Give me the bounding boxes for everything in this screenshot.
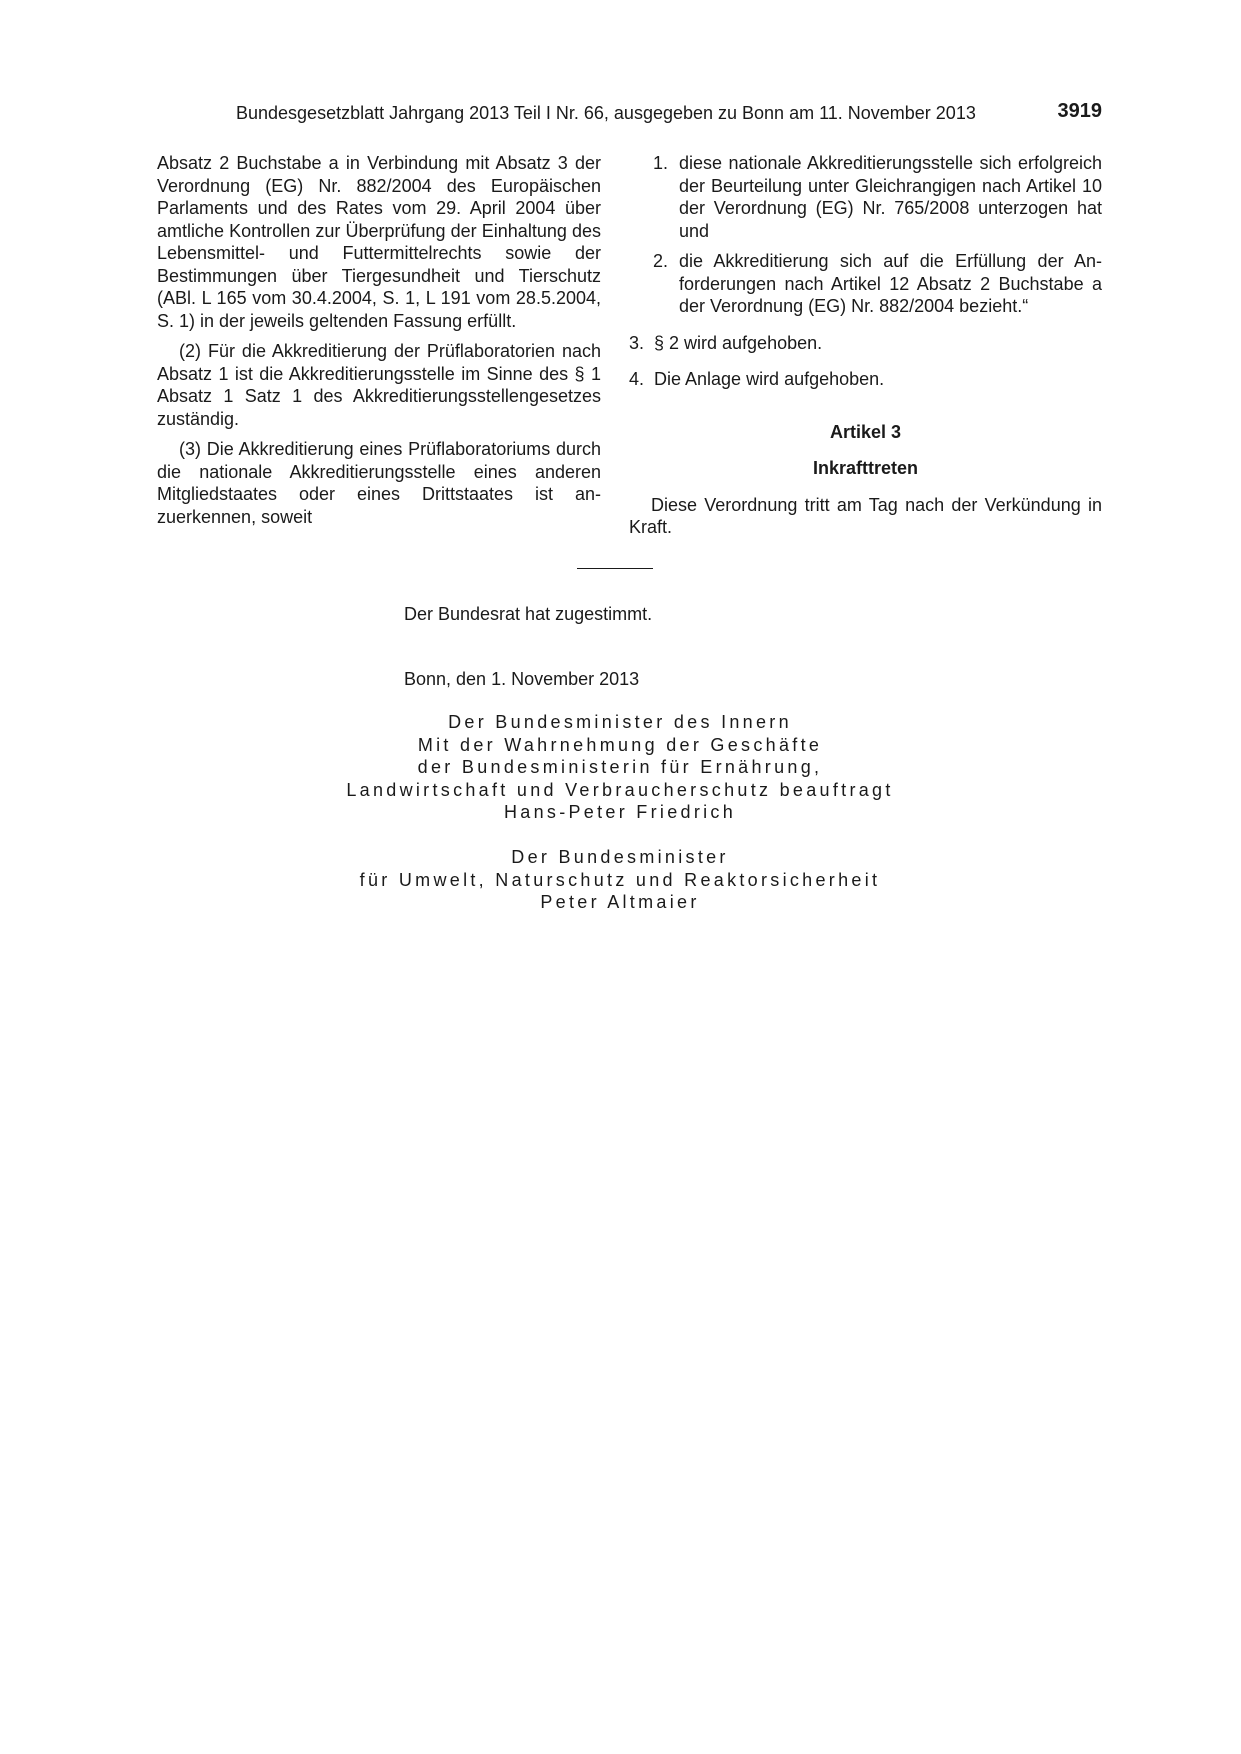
consent-line: Der Bundesrat hat zugestimmt. [404, 604, 653, 624]
page-number: 3919 [1057, 100, 1102, 122]
paragraph-2: (2) Für die Akkreditierung der Prüflaboratorien nach Absatz 1 ist die Akkreditierungsstelle im Sinne des § 1 Absatz 1 Satz 1 des Akkreditierungsstellengesetzes zuständig. [157, 341, 601, 429]
article-title: Inkrafttreten [812, 458, 919, 478]
section-divider [577, 568, 653, 569]
signature-line: Der Bundesminister [511, 847, 729, 867]
list-item-text: § 2 wird aufgehoben. [654, 332, 823, 353]
signature-line: für Umwelt, Naturschutz und Reaktorsicherheit [359, 869, 881, 890]
signature-line: der Bundesministerin für Ernährung, [417, 757, 823, 777]
right-column [629, 152, 1102, 539]
sub-item-number: 1. [653, 153, 669, 173]
signature-block-environment [320, 846, 920, 914]
signature-block-interior [320, 711, 920, 824]
article-text: Diese Verordnung tritt am Tag nach der Verkündung in Kraft. [629, 494, 1102, 537]
list-item-4 [629, 368, 1102, 391]
sub-item-2 [629, 250, 1102, 318]
signature-line: Mit der Wahrnehmung der Geschäfte [417, 734, 823, 755]
signatory-name: Peter Altmaier [540, 892, 700, 912]
signatory-name: Hans-Peter Friedrich [503, 802, 737, 822]
list-item-text: Die Anlage wird aufgehoben. [654, 369, 885, 389]
place-date-line: Bonn, den 1. November 2013 [404, 669, 640, 689]
article-heading: Artikel 3 [829, 421, 902, 442]
header-title: Bundesgesetzblatt Jahrgang 2013 Teil I Nr. 66, ausgegeben zu Bonn am 11. November 2013 [236, 103, 976, 123]
list-item-number: 3. [629, 332, 645, 353]
running-header [236, 101, 1102, 127]
paragraph-continuation: Absatz 2 Buchstabe a in Verbindung mit Absatz 3 der Verordnung (EG) Nr. 882/2004 des Europäischen Parlaments und des Rates vom 29. April 2004 über amtliche Kontrollen zur Überprüfung der Einhaltung des Lebensmittel- und Futtermittelrechts sowie der Bestimmungen über Tiergesundheit und Tierschutz (ABl. L 165 vom 30.4.2004, S. 1, L 191 vom 28.5.2004, S. 1) in der jeweils geltenden Fassung erfüllt. [157, 153, 601, 331]
left-column [157, 152, 601, 528]
sub-item-1 [629, 152, 1102, 242]
signature-line: Der Bundesminister des Innern [448, 712, 792, 732]
list-item-number: 4. [629, 369, 645, 389]
list-item-3 [629, 332, 1102, 355]
sub-item-number: 2. [653, 251, 669, 271]
sub-item-text: diese nationale Akkreditierungsstelle sich erfolgreich der Beurteilung unter Gleichrangigen nach Artikel 10 der Verordnung (EG) Nr. 765/2008 unterzogen hat und [679, 153, 1102, 241]
paragraph-3: (3) Die Akkreditierung eines Prüflaboratoriums durch die nationale Akkreditierungsstelle eines anderen Mitgliedstaates oder eines Drittstaates ist anzuerkennen, soweit [157, 439, 601, 527]
signature-line: Landwirtschaft und Verbraucherschutz beauftragt [346, 779, 894, 800]
sub-item-text: die Akkreditierung sich auf die Erfüllung der Anforderungen nach Artikel 12 Absatz 2 Buchstabe a der Verordnung (EG) Nr. 882/2004 bezieht.“ [679, 251, 1102, 316]
